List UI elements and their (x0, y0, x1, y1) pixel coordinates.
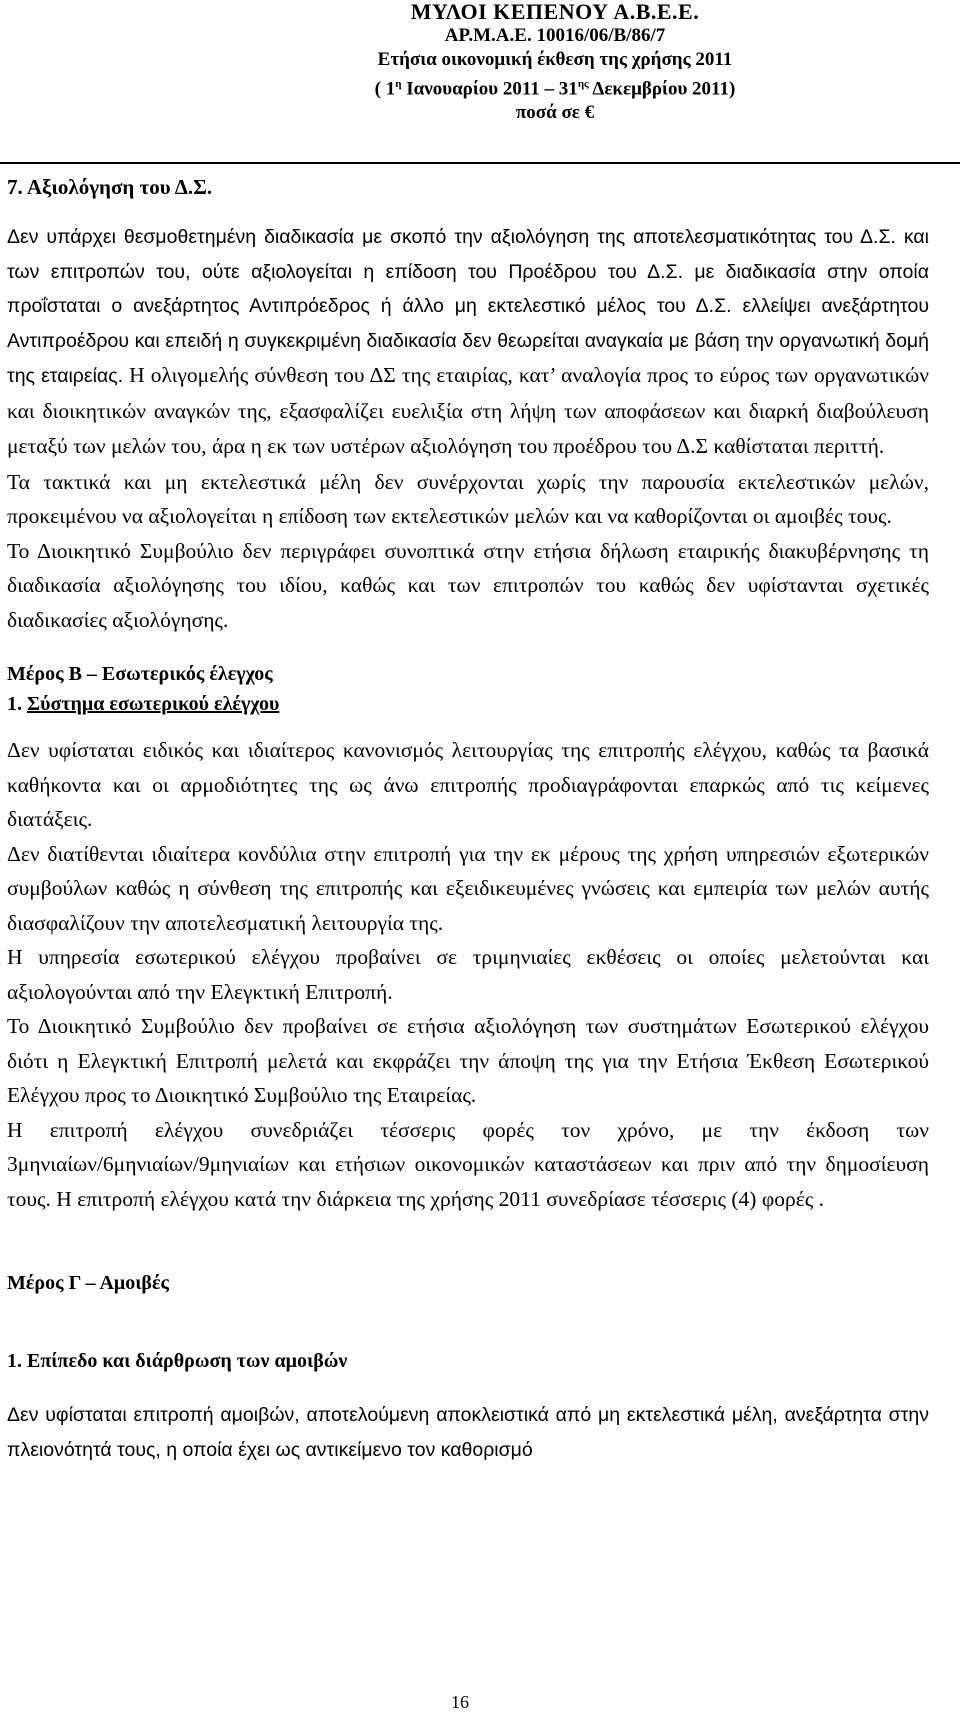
page-number: 16 (451, 1692, 469, 1712)
part-b-paragraph-2: Δεν διατίθενται ιδιαίτερα κονδύλια στην επιτροπή για την εκ μέρους της χρήση υπηρεσιών εξωτερικών συμβούλων καθώς η σύνθεση της επιτροπής και εξειδικευμένες γνώσεις και εμπειρία των μελών αυτής διασφαλίζουν την αποτελεσματική λειτουργία της. (7, 841, 929, 935)
currency-note: ποσά σε € (515, 102, 595, 124)
part-b-paragraph-4: Το Διοικητικό Συμβούλιο δεν προβαίνει σε ετήσια αξιολόγηση των συστημάτων Εσωτερικού ελέγχου διότι η Ελεγκτική Επιτροπή μελετά και εκφράζει την άποψη της για την Ετήσια Έκθεση Εσωτερικού Ελέγχου προς το Διοικητικό Συμβούλιο της Εταιρείας. (7, 1014, 929, 1107)
part-b-paragraph-3: Η υπηρεσία εσωτερικού ελέγχου προβαίνει σε τριμηνιαίες εκθέσεις οι οποίες μελετούνται και αξιολογούνται από την Ελεγκτική Επιτροπή. (7, 945, 929, 1004)
section-7-paragraph-1: Δεν υπάρχει θεσμοθετημένη διαδικασία με σκοπό την αξιολόγηση της αποτελεσματικότητας του Δ.Σ. και των επιτροπών του, ούτε αξιολογείται η επίδοση του Προέδρου του Δ.Σ. με διαδικασία στην οποία προΐσταται ο ανεξάρτητος Αντιπρόεδρος ή άλλο μη εκτελεστικό μέλος του Δ.Σ. ελλείψει ανεξάρτητου Αντιπροέδρου και επειδή η συγκεκριμένη διαδικασία δεν θεωρείται αναγκαία με βάση την οργανωτική δομή της εταιρείας. Η ολιγομελής σύνθεση του ΔΣ της εταιρίας, κατ’ αναλογία προς το εύρος των οργανωτικών και διοικητικών αναγκών της, εξασφαλίζει ευελιξία στη λήψη των αποφάσεων και διαρκή διαβούλευση μεταξύ των μελών του, άρα η εκ των υστέρων αξιολόγηση του προέδρου του Δ.Σ καθίσταται περιττή. (7, 226, 929, 458)
document-body (7, 170, 929, 1467)
part-b-paragraph-5: Η επιτροπή ελέγχου συνεδριάζει τέσσερις φορές τον χρόνο, με την έκδοση των 3μηνιαίων/6μηνιαίων/9μηνιαίων και ετήσιων οικονομικών καταστάσεων και πριν από την δημοσίευση τους. Η επιτροπή ελέγχου κατά την διάρκεια της χρήσης 2011 συνεδρίασε τέσσερις (4) φορές . (7, 1117, 929, 1211)
report-title: Ετήσια οικονομική έκθεση της χρήσης 2011 (377, 49, 733, 70)
report-header (0, 0, 960, 125)
registry-number: ΑΡ.Μ.Α.Ε. 10016/06/Β/86/7 (444, 25, 666, 46)
part-c-title: Μέρος Γ – Αμοιβές (7, 1272, 169, 1294)
part-c-subtitle: 1. Επίπεδο και διάρθρωση των αμοιβών (7, 1350, 348, 1372)
report-period: ( $1^\eta$ Ιανουαρίου $2011 - 31^{\eta\varsigma}$ Δεκεμβρίου 2011) (374, 78, 736, 100)
part-b-title: Μέρος Β – Εσωτερικός έλεγχος (7, 663, 273, 685)
section-7-paragraph-2: Τα τακτικά και μη εκτελεστικά μέλη δεν συνέρχονται χωρίς την παρουσία εκτελεστικών μελών, προκειμένου να αξιολογείται η επίδοση των εκτελεστικών μελών και να καθορίζονται οι αμοιβές τους. (7, 469, 929, 528)
section-7-title: 7. Αξιολόγηση του Δ.Σ. (7, 175, 213, 199)
section-7-paragraph-3: Το Διοικητικό Συμβούλιο δεν περιγράφει συνοπτικά στην ετήσια δήλωση εταιρικής διακυβέρνησης τη διαδικασία αξιολόγησης του ιδίου, καθώς και των επιτροπών του καθώς δεν υφίστανται σχετικές διαδικασίες αξιολόγησης. (7, 538, 929, 632)
header-divider (0, 162, 960, 164)
part-b-paragraph-1: Δεν υφίσταται ειδικός και ιδιαίτερος κανονισμός λειτουργίας της επιτροπής ελέγχου, καθώς τα βασικά καθήκοντα και οι αρμοδιότητες της ως άνω επιτροπής προδιαγράφονται επαρκώς από τις κείμενες διατάξεις. (7, 738, 929, 831)
part-b-subtitle: 1. Σύστημα εσωτερικού ελέγχου (7, 693, 280, 715)
company-name: ΜΥΛΟΙ ΚΕΠΕΝΟΥ Α.Β.Ε.Ε. (410, 0, 700, 24)
part-c-paragraph-1: Δεν υφίσταται επιτροπή αμοιβών, αποτελούμενη αποκλειστικά από μη εκτελεστικά μέλη, ανεξάρτητα στην πλειονότητά τους, η οποία έχει ως αντικείμενο τον καθορισμό (7, 1404, 929, 1461)
